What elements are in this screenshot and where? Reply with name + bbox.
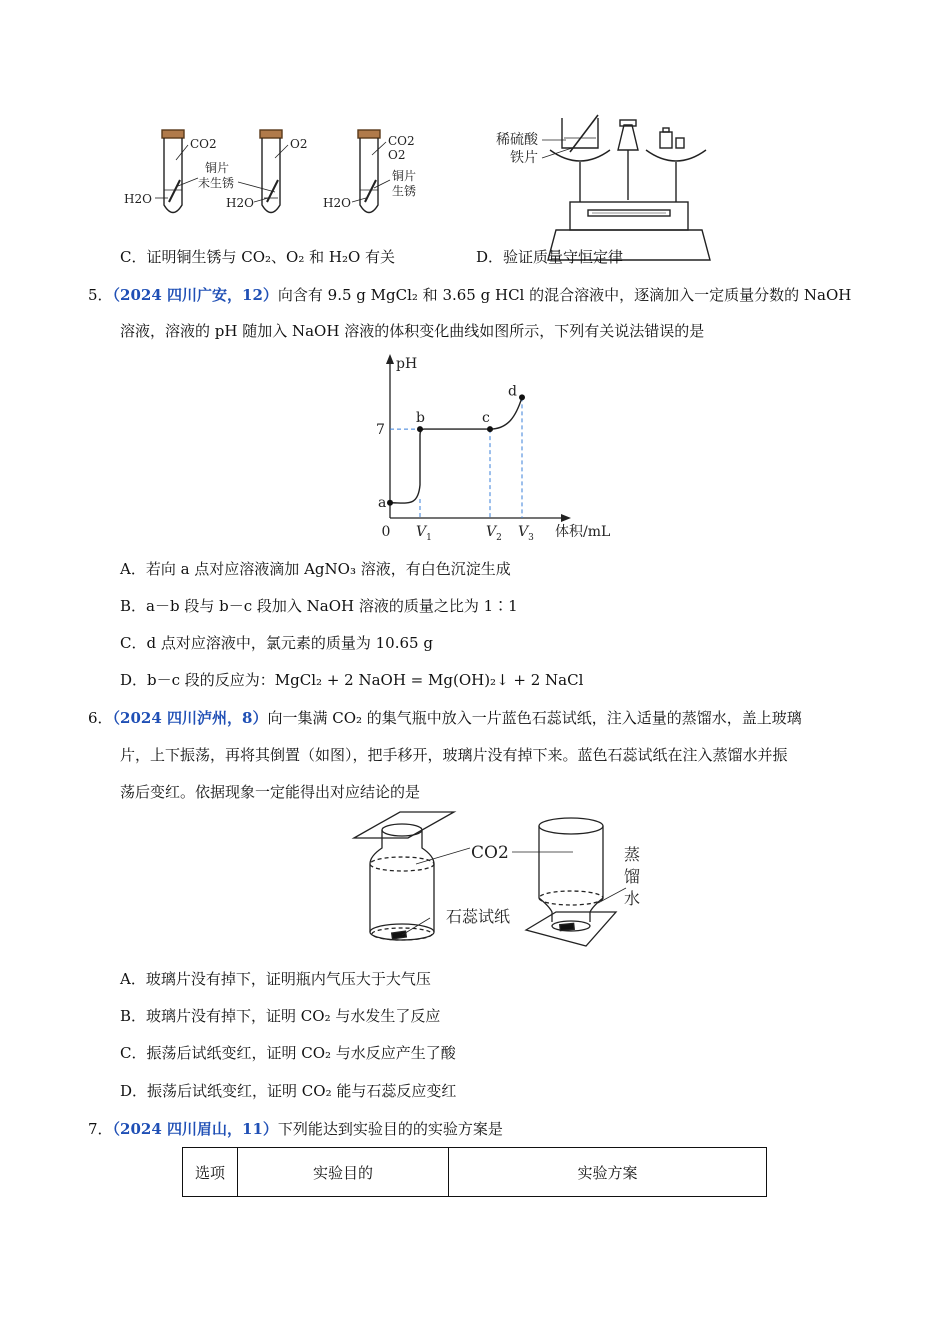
q5-number: 5． (88, 286, 113, 304)
point-label-b: b (416, 410, 425, 427)
table-header-option: 选项 (183, 1148, 238, 1197)
x-axis-arrow (561, 514, 571, 522)
q6-source: （2024 四川泸州，8） (112, 709, 268, 727)
tube3-water-label: H2O (323, 196, 351, 210)
point-label-a: a (378, 494, 387, 511)
q6-number: 6． (88, 709, 113, 727)
origin-label: 0 (381, 524, 391, 540)
q4-option-c: C．证明铜生锈与 CO₂、O₂ 和 H₂O 有关 (120, 248, 396, 266)
q6-option-a: A．玻璃片没有掉下，证明瓶内气压大于大气压 (120, 970, 431, 988)
y-axis-label: pH (396, 356, 418, 372)
y-axis-arrow (386, 354, 394, 364)
q6-option-d: D．振荡后试纸变红，证明 CO₂ 能与石蕊反应变红 (120, 1082, 457, 1100)
balance-iron-label: 铁片 (510, 150, 538, 166)
balance-acid-label: 稀硫酸 (496, 132, 538, 148)
q4-option-d: D．验证质量守恒定律 (476, 248, 624, 266)
ph-chart (360, 350, 630, 550)
q6-figure (340, 808, 640, 958)
tube3-copper-label: 铜片 (392, 169, 417, 183)
q5-option-b: B．a－b 段与 b－c 段加入 NaOH 溶液的质量之比为 1∶1 (120, 597, 518, 615)
tube1-state-label: 未生锈 (198, 176, 235, 190)
tube3-state-label: 生锈 (392, 184, 417, 198)
q6-co2-label: CO2 (471, 843, 509, 863)
tube2-water-label: H2O (226, 196, 254, 210)
q5-stem-line2: 溶液，溶液的 pH 随加入 NaOH 溶液的体积变化曲线如图所示，下列有关说法错误的是 (120, 322, 705, 340)
q5-option-c: C．d 点对应溶液中，氯元素的质量为 10.65 g (120, 634, 433, 652)
q6-stem-line1 (88, 707, 802, 729)
x-axis-label: 体积/mL (555, 524, 611, 540)
q7-number: 7． (88, 1120, 113, 1138)
tube3-gas2-label: O2 (388, 148, 406, 162)
q6-stem-line2: 片，上下振荡，再将其倒置（如图），把手移开，玻璃片没有掉下来。蓝色石蕊试纸在注入蒸馏水并振 (120, 746, 788, 764)
x-tick-V2: $V_2$ (486, 524, 502, 543)
point-d (519, 394, 525, 400)
x-tick-V1: $V_1$ (416, 524, 432, 543)
q5-option-d: D．b－c 段的反应为：MgCl₂ + 2 NaOH = Mg(OH)₂↓ + 2 NaCl (120, 671, 584, 689)
point-label-d: d (508, 383, 517, 400)
table-header-purpose: 实验目的 (238, 1148, 449, 1197)
tube1-gas-label: CO2 (190, 137, 217, 151)
tube2-gas-label: O2 (290, 137, 308, 151)
q6-stem-line3: 荡后变红。依据现象一定能得出对应结论的是 (120, 783, 421, 801)
q5-source: （2024 四川广安，12） (112, 286, 278, 304)
q7-source: （2024 四川眉山，11） (112, 1120, 278, 1138)
q7-stem-text: 下列能达到实验目的的实验方案是 (277, 1120, 503, 1138)
q6-option-b: B．玻璃片没有掉下，证明 CO₂ 与水发生了反应 (120, 1007, 441, 1025)
q5-option-a: A．若向 a 点对应溶液滴加 AgNO₃ 溶液，有白色沉淀生成 (120, 560, 511, 578)
y-tick-7: 7 (376, 422, 385, 439)
q7-options-table (182, 1147, 767, 1197)
q6-stem-text1: 向一集满 CO₂ 的集气瓶中放入一片蓝色石蕊试纸，注入适量的蒸馏水，盖上玻璃 (267, 709, 802, 727)
point-label-c: c (482, 410, 490, 427)
q5-stem-text1: 向含有 9.5 g MgCl₂ 和 3.65 g HCl 的混合溶液中，逐滴加入一定质量分数的 NaOH (277, 286, 852, 304)
q6-water-label: 蒸 馏 水 (624, 845, 640, 908)
ph-curve (390, 397, 522, 503)
q7-stem-line (88, 1118, 503, 1140)
q6-litmus-label: 石蕊试纸 (446, 907, 511, 926)
tube3-gas1-label: CO2 (388, 134, 415, 148)
q5-stem-line1 (88, 284, 851, 306)
q6-option-c: C．振荡后试纸变红，证明 CO₂ 与水反应产生了酸 (120, 1044, 456, 1062)
table-header-plan: 实验方案 (449, 1148, 767, 1197)
point-c (487, 426, 493, 432)
point-a (387, 500, 393, 506)
table-header-row (183, 1148, 767, 1197)
tube1-water-label: H2O (124, 192, 152, 206)
point-b (417, 426, 423, 432)
x-tick-V3: $V_3$ (518, 524, 534, 543)
tube1-copper-label: 铜片 (205, 161, 230, 175)
